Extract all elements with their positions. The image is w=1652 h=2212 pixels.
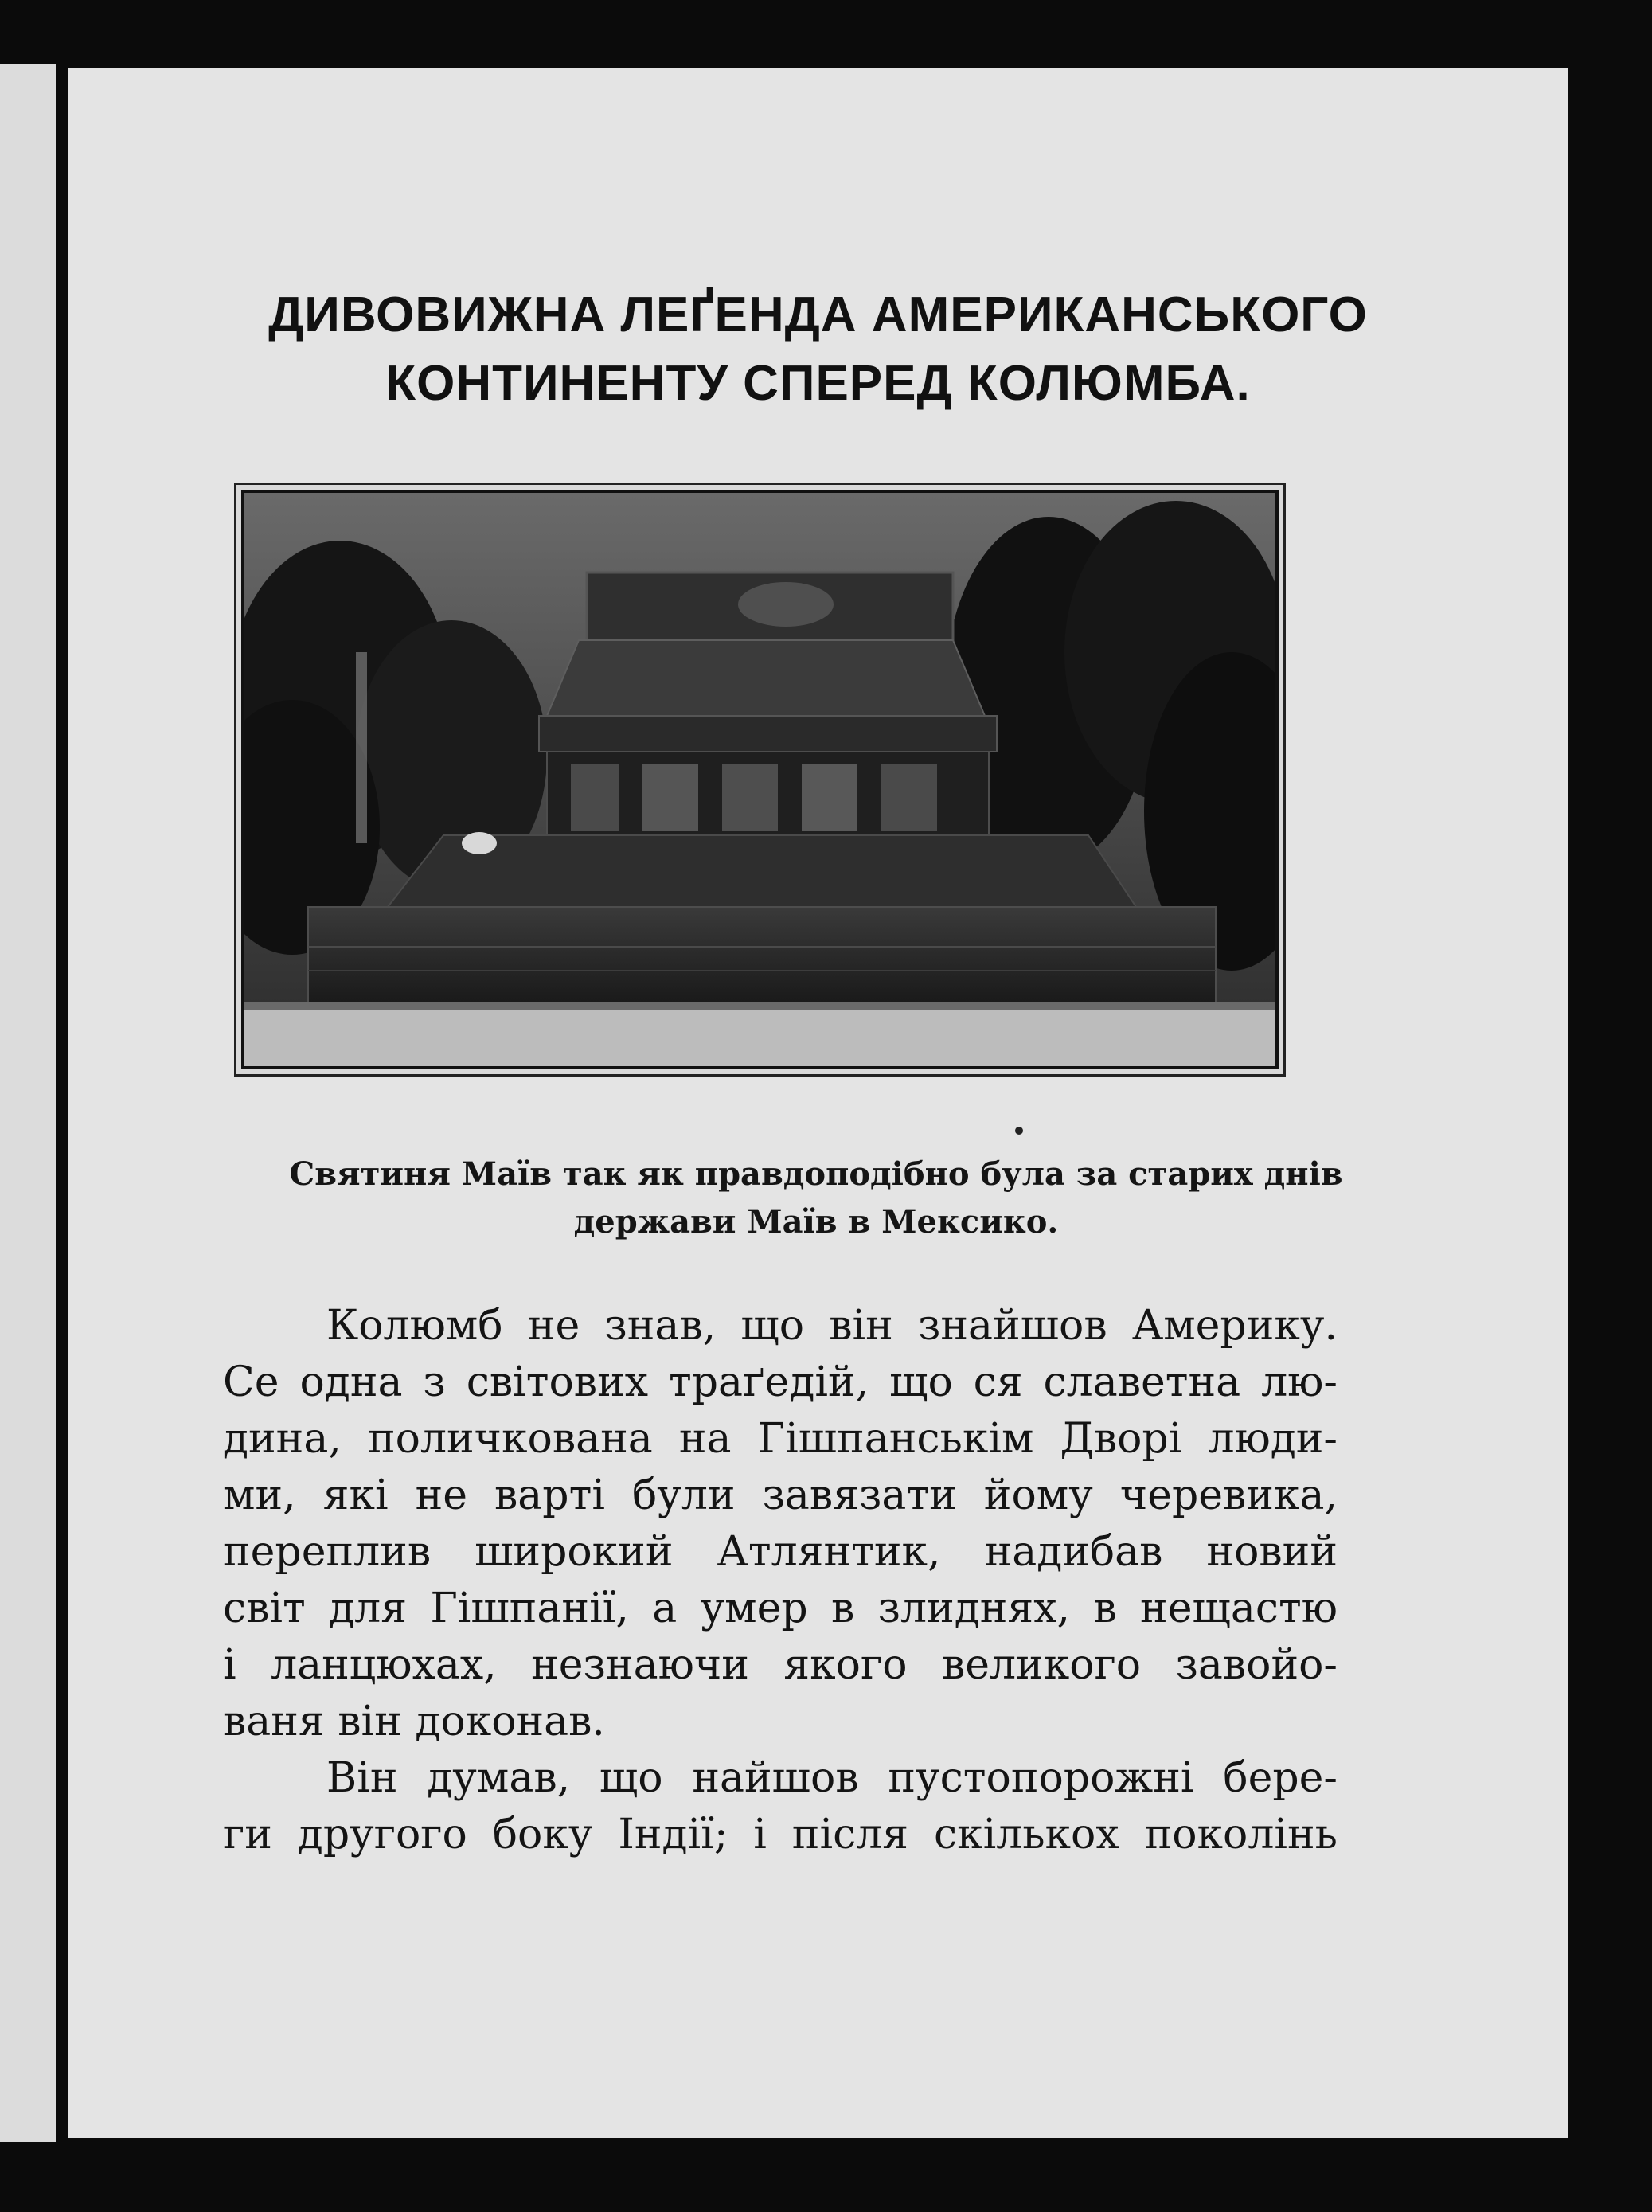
previous-page-edge xyxy=(0,64,56,2142)
text-line: дина, поличкована на Гішпанськім Дворі люди- xyxy=(223,1415,1338,1463)
title-line-1: ДИВОВИЖНА ЛЕҐЕНДА АМЕРИКАНСЬКОГО xyxy=(268,287,1368,342)
body-text xyxy=(223,1298,1338,1863)
text-line: ми, які не варті були завязати йому черевика, xyxy=(223,1471,1338,1519)
text-line: ги другого боку Індії; і після скількох поколінь xyxy=(223,1811,1338,1858)
paragraph-2 xyxy=(223,1750,1338,1863)
caption-line-2: держави Маїв в Мексико. xyxy=(573,1203,1059,1241)
figure-caption xyxy=(211,1151,1421,1246)
text-line: Він думав, що найшов пустопорожні бере- xyxy=(326,1754,1338,1802)
text-line: переплив широкий Атлянтик, надибав новий xyxy=(223,1528,1338,1576)
text-line: Се одна з світових траґедій, що ся славетна лю- xyxy=(223,1358,1338,1406)
speck xyxy=(1015,1127,1023,1135)
text-line: ваня він доконав. xyxy=(223,1698,605,1745)
paragraph-1 xyxy=(223,1298,1338,1750)
temple-photo xyxy=(241,490,1279,1069)
page xyxy=(68,68,1568,2138)
text-line: світ для Гішпанії, а умер в злиднях, в нещастю xyxy=(223,1585,1338,1632)
caption-line-1: Святиня Маїв так як правдоподібно була за старих днів xyxy=(289,1155,1343,1193)
text-line: Колюмб не знав, що він знайшов Америку. xyxy=(326,1302,1338,1350)
text-line: і ланцюхах, незнаючи якого великого завойо- xyxy=(223,1641,1338,1689)
temple-photo-icon xyxy=(244,493,1275,1066)
page-title xyxy=(68,281,1568,418)
title-line-2: КОНТИНЕНТУ СПЕРЕД КОЛЮМБА. xyxy=(385,356,1251,411)
